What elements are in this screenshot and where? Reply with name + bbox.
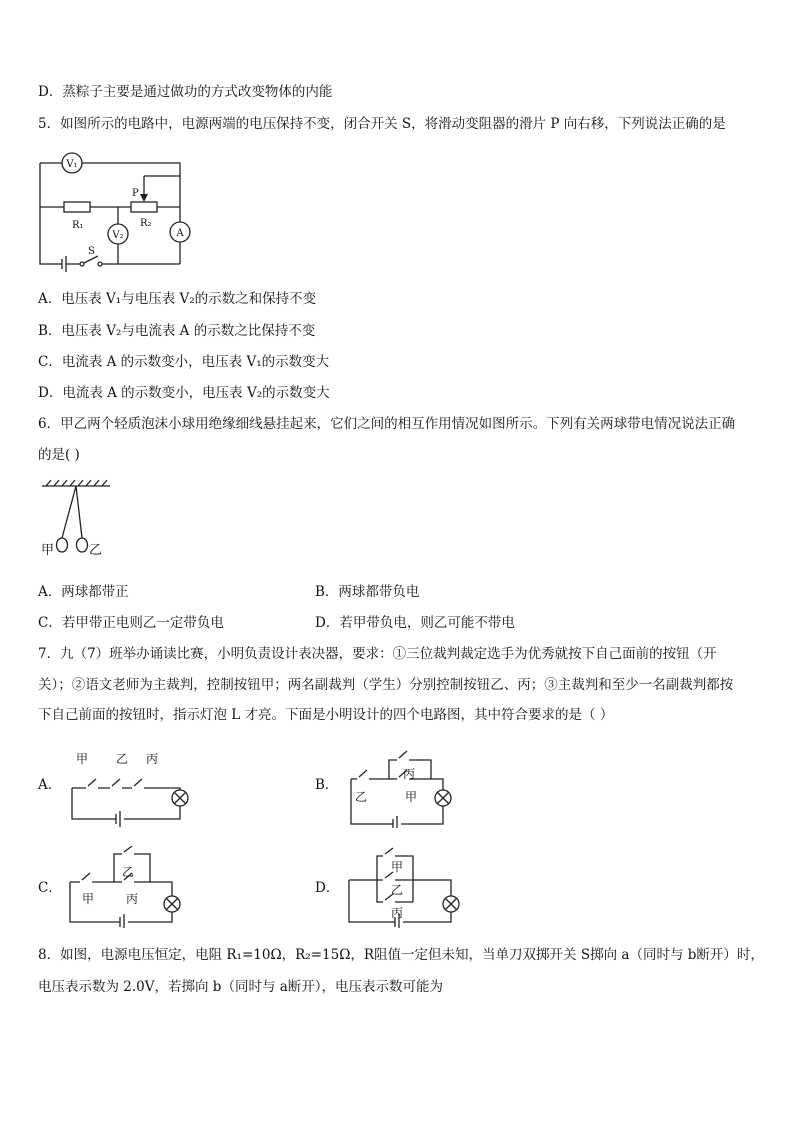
switch-yi-label: 乙 (116, 752, 129, 766)
q6-stem-line-2: 的是( ) (38, 447, 80, 463)
r1-label: R₁ (72, 220, 84, 231)
q6-option-b: B．两球都带负电 (315, 584, 420, 600)
q5-option-b: B．电压表 V₂与电流表 A 的示数之比保持不变 (38, 323, 316, 339)
q5-option-d: D．电流表 A 的示数变小，电压表 V₂的示数变大 (38, 385, 330, 401)
resistor-r1-icon (64, 202, 90, 212)
q6-hanging-balls-diagram (38, 478, 118, 560)
switch-bing-label: 丙 (391, 906, 404, 920)
q8-stem-line-1: 8．如图，电源电压恒定，电阻 R₁=10Ω，R₂=15Ω，R阻值一定但未知，当单刀双掷开关 S掷向 a（同时与 b断开）时， (38, 947, 764, 963)
q7-stem-line-3: 下自己前面的按钮时，指示灯泡 L 才亮。下面是小明设计的四个电路图，其中符合要求的是（ ） (38, 707, 614, 723)
switch-yi-label: 乙 (355, 790, 368, 804)
v2-label: V₂ (112, 230, 124, 241)
switch-bing-label: 丙 (126, 892, 139, 906)
q6-option-a: A．两球都带正 (38, 584, 129, 600)
q6-option-c: C．若甲带正电则乙一定带负电 (38, 615, 224, 631)
ball-jia-icon (57, 538, 68, 552)
switch-yi-label: 乙 (122, 865, 135, 879)
q7-circuit-d (345, 846, 470, 928)
q5-circuit-diagram (36, 146, 196, 272)
switch-jia-label: 甲 (82, 892, 95, 906)
switch-jia-label: 甲 (76, 752, 89, 766)
q8-stem-line-2: 电压表示数为 2.0V，若掷向 b（同时与 a断开），电压表示数可能为 (38, 979, 444, 995)
p-label: P (132, 188, 139, 199)
q5-option-a: A．电压表 V₁与电压表 V₂的示数之和保持不变 (38, 291, 317, 307)
a-label: A (176, 228, 184, 239)
q5-stem: 5．如图所示的电路中，电源两端的电压保持不变，闭合开关 S，将滑动变阻器的滑片 P 向右移，下列说法正确的是 (38, 116, 726, 132)
q6-stem-line-1: 6．甲乙两个轻质泡沫小球用绝缘细线悬挂起来，它们之间的相互作用情况如图所示。下列有关两球带电情况说法正确 (38, 416, 736, 432)
q7-circuit-a (66, 748, 196, 828)
r2-label: R₂ (140, 218, 152, 229)
q7-stem-line-1: 7．九（7）班举办诵读比赛，小明负责设计表决器，要求：①三位裁判裁定选手为优秀就按下自己面前的按钮（开 (38, 646, 717, 662)
switch-bing-label: 丙 (146, 752, 159, 766)
switch-yi-label: 乙 (391, 883, 404, 897)
switch-jia-label: 甲 (405, 790, 418, 804)
q7-option-d-letter: D． (315, 880, 340, 896)
ball-yi-icon (77, 538, 88, 552)
resistor-r2-icon (131, 202, 157, 212)
q6-option-d: D．若甲带负电，则乙可能不带电 (315, 615, 515, 631)
q7-circuit-c (66, 846, 196, 928)
switch-bing-label: 丙 (403, 767, 416, 781)
q7-circuit-b (345, 748, 460, 828)
jia-label: 甲 (41, 543, 55, 558)
switch-jia-label: 甲 (391, 860, 404, 874)
q5-option-c: C．电流表 A 的示数变小，电压表 V₁的示数变大 (38, 354, 330, 370)
s-label: S (88, 246, 95, 257)
q7-stem-line-2: 关）；②语文老师为主裁判，控制按钮甲；两名副裁判（学生）分别控制按钮乙、丙；③主裁判和至少一名副裁判都按 (38, 677, 734, 693)
q7-option-a-letter: A． (38, 777, 62, 793)
v1-label: V₁ (66, 159, 78, 170)
q7-option-b-letter: B． (315, 777, 339, 793)
q4-option-d: D．蒸粽子主要是通过做功的方式改变物体的内能 (38, 84, 333, 100)
q7-option-c-letter: C． (38, 880, 62, 896)
yi-label: 乙 (89, 543, 103, 558)
